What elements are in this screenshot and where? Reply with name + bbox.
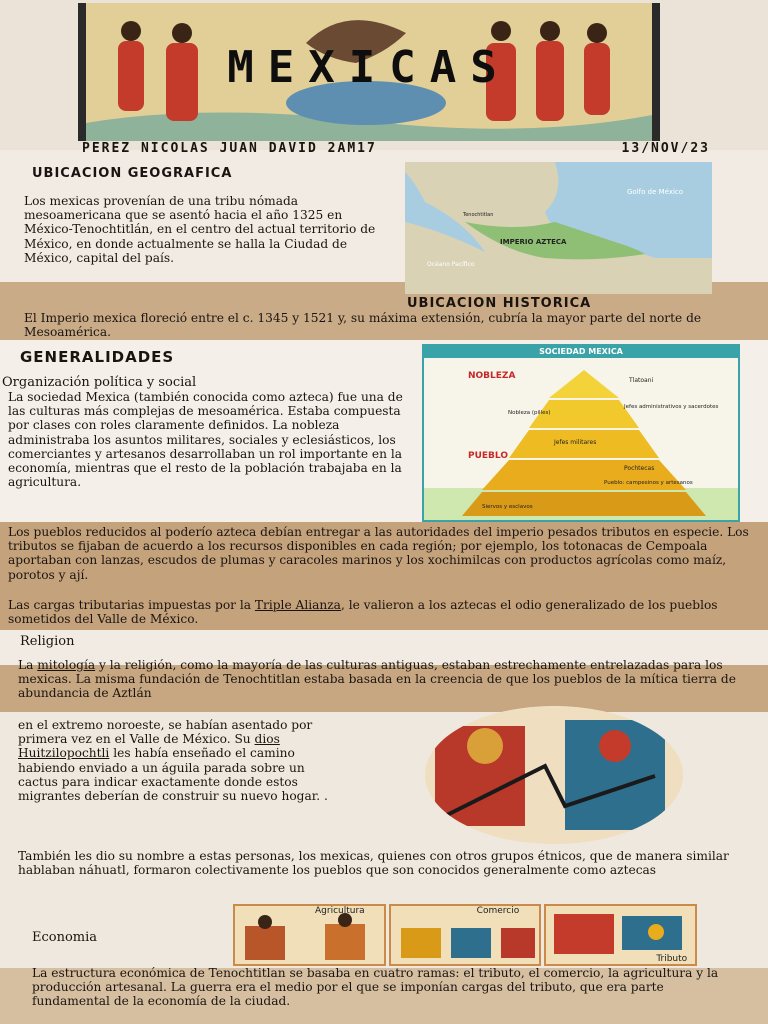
author-name: PEREZ NICOLAS JUAN DAVID 2AM17 (82, 141, 377, 156)
pyramid-nobleza-label: NOBLEZA (468, 371, 516, 381)
generalidades-text: La sociedad Mexica (también conocida como azteca) fue una de las culturas más complejas de mesoamérica. Estaba compuesta por clases con roles claramente definidos. La nobleza administraba los asuntos militares, sociales y eclesiásticos, los comerciantes y artesanos desarrollaban un rol importante en la economía, mientras que el resto de la población trabajaba en la agricultura. (8, 390, 403, 490)
pyramid-diagram (424, 358, 738, 520)
map-label-ocean: Océano Pacífico (427, 261, 475, 268)
religion-paragraph-2 (18, 718, 336, 803)
religion-paragraph-3: También les dio su nombre a estas personas, los mexicas, quienes con otros grupos étnicos, que de manera similar hablaban náhuatl, formaron colectivamente los pueblos que son conocidos generalmente como aztecas (18, 849, 729, 878)
pyramid-tier: Nobleza (pilles) (508, 410, 551, 416)
byline (82, 141, 710, 156)
pyramid-pueblo-label: PUEBLO (468, 451, 508, 461)
codex-figures (425, 706, 683, 844)
tributo-panel (544, 904, 697, 966)
economia-images (233, 904, 697, 966)
triple-alianza-link[interactable]: Triple Alianza (254, 598, 341, 612)
codex-illustration (425, 706, 683, 844)
map-label-gulf: Golfo de México (627, 188, 684, 196)
panel-label: Agricultura (315, 906, 365, 916)
tributos-text: Los pueblos reducidos al poderío azteca debían entregar a las autoridades del imperio pesados tributos en especie. Los tributos se fijaban de acuerdo a los recursos disponibles en cada región; por ejemplo, los totonacas de Cempoala aportaban con lanzas, escudos de plumas y caracoles marinos y los xochimilcas con productos agrícolas como maíz, porotos y ají. (8, 525, 749, 582)
huitzilopochtli-link[interactable]: dios Huitzilopochtli (18, 732, 280, 761)
panel-label: Tributo (656, 954, 688, 964)
pyramid-tier: Jefes militares (554, 439, 597, 446)
map-label-city: Tenochtitlan (463, 212, 494, 218)
section-heading-religion: Religion (20, 634, 75, 649)
pyramid-tier: Pueblo: campesinos y artesanos (604, 480, 693, 486)
religion-text: les había enseñado el camino habiendo enviado a un águila parada sobre un cactus para indicar exactamente donde estos migrantes deberían de construir su nuevo hogar. . (18, 746, 328, 804)
pyramid-tier: Tlatoani (629, 377, 654, 384)
religion-text: en el extremo noroeste, se habían asentado por primera vez en el Valle de México. Su (18, 718, 313, 747)
triple-alianza-text-before: Las cargas tributarias impuestas por la (8, 598, 255, 612)
map-label-empire: IMPERIO AZTECA (500, 238, 567, 246)
date-label: 13/NOV/23 (621, 141, 710, 156)
triple-alianza-text-after: , le valieron a los aztecas el odio generalizado de los pueblos sometidos del Valle de México. (8, 598, 718, 627)
religion-text: y la religión, como la mayoría de las culturas antiguas, estaban estrechamente entrelazadas para los mexicas. La misma fundación de Tenochtitlan estaba basada en la creencia de que los pueblos de la mítica tierra de abundancia de Aztlán (18, 658, 736, 701)
section-heading-geografica: UBICACION GEOGRAFICA (32, 166, 233, 181)
triple-alianza-text (8, 598, 758, 626)
geografica-text: Los mexicas provenían de una tribu nómada mesoamericana que se asentó hacia el año 1325 en México-Tenochtitlán, en el centro del actual territorio de México, en donde actualmente se halla la Ciudad de México, capital del país. (24, 194, 376, 265)
religion-paragraph-1 (18, 658, 760, 701)
section-heading-economia: Economia (32, 930, 98, 945)
agricultura-panel (233, 904, 386, 966)
comercio-panel (389, 904, 542, 966)
religion-text: La (18, 658, 38, 672)
map-illustration (405, 162, 712, 294)
pyramid-title: SOCIEDAD MEXICA (424, 346, 738, 358)
section-heading-generalidades: GENERALIDADES (20, 348, 175, 366)
pyramid-tier: Jefes administrativos y sacerdotes (624, 404, 719, 410)
pyramid-tier: Siervos y esclavos (482, 504, 533, 510)
historica-text: El Imperio mexica floreció entre el c. 1345 y 1521 y, su máxima extensión, cubría la mayor parte del norte de Mesoamérica. (24, 311, 702, 340)
economia-text: La estructura económica de Tenochtitlan se basaba en cuatro ramas: el tributo, el comercio, la agricultura y la producción artesanal. La guerra era el medio por el que se imponían cargas del tributo, que era parte fundamental de la economía de la ciudad. (32, 966, 719, 1009)
panel-label: Comercio (476, 906, 520, 916)
mexico-map (405, 162, 712, 294)
page-title: MEXICAS (227, 42, 511, 93)
section-heading-historica: UBICACION HISTORICA (407, 296, 592, 311)
mitologia-link[interactable]: mitología (37, 658, 96, 672)
pyramid-tier: Pochtecas (624, 465, 655, 472)
generalidades-subheading: Organización política y social (2, 375, 197, 390)
sociedad-mexica-pyramid (422, 344, 740, 522)
